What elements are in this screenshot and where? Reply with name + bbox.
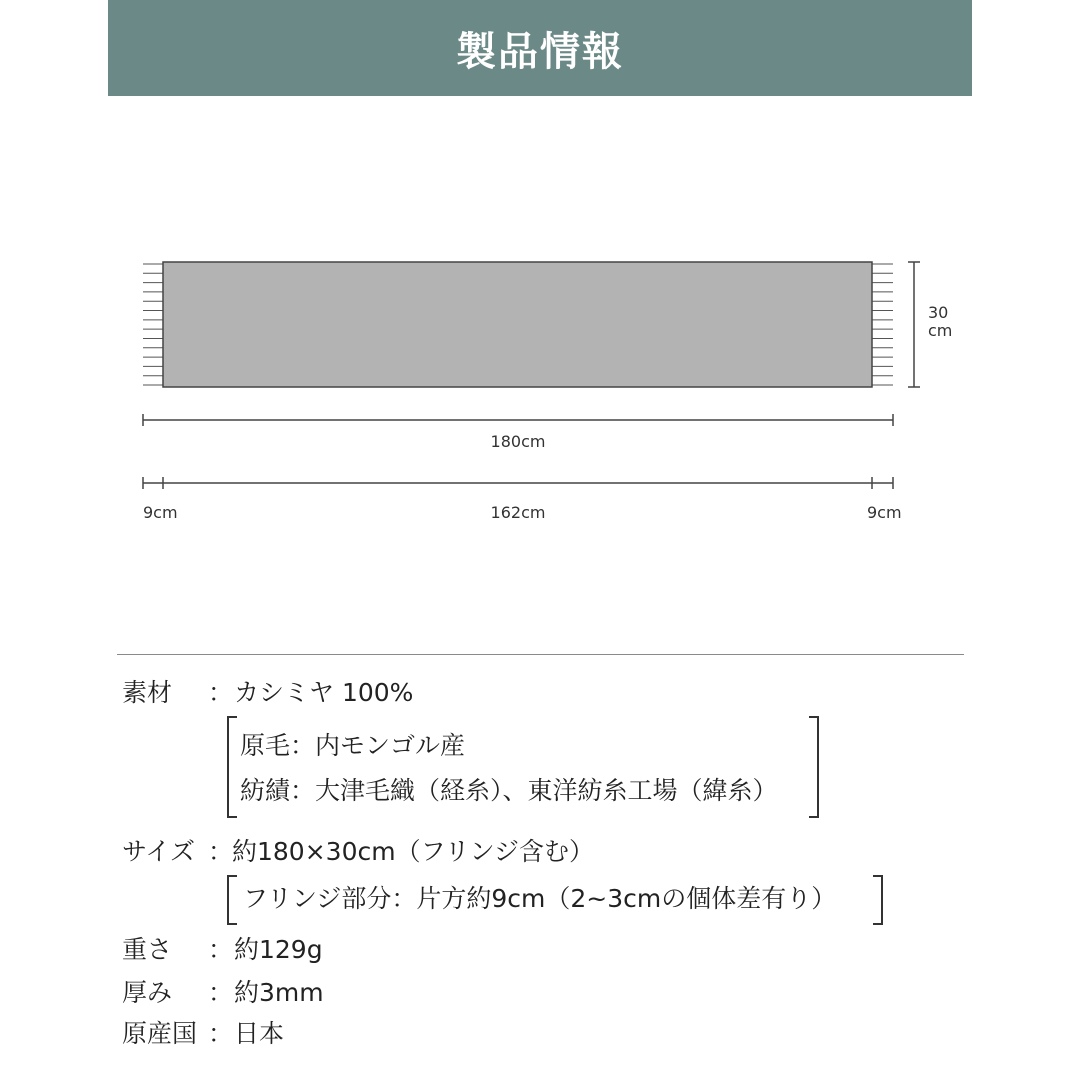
thickness-label: 厚み	[122, 978, 173, 1007]
weight-label: 重さ	[122, 935, 173, 964]
thickness-value: 約3mm	[234, 978, 324, 1007]
origin-colon: ：	[208, 1019, 234, 1048]
section-divider	[117, 654, 964, 655]
total-length-label: 180cm	[490, 432, 546, 451]
body-length-label: 162cm	[490, 503, 546, 522]
origin-value: 日本	[234, 1019, 285, 1048]
height-dimension-line	[908, 262, 920, 387]
height-label-unit: cm	[928, 321, 953, 340]
size-value: 約180×30cm（フリンジ含む）	[232, 837, 594, 866]
fringe-left-label: 9cm	[143, 503, 178, 522]
material-bracket-left	[227, 716, 237, 818]
size-label: サイズ	[122, 837, 196, 866]
weight-value: 約129g	[234, 935, 323, 964]
origin-label: 原産国	[122, 1019, 198, 1048]
fringe-right-label: 9cm	[867, 503, 902, 522]
fringe-left	[143, 264, 163, 385]
fringe-right	[872, 264, 893, 385]
material-label: 素材	[122, 678, 173, 707]
segment-dimension-line	[143, 477, 893, 489]
material-colon: ：	[208, 678, 234, 707]
material-bracket-right	[809, 716, 819, 818]
page-title: 製品情報	[456, 28, 624, 75]
size-colon: ：	[208, 837, 234, 866]
spinning-line: 紡績：大津毛織（経糸）、東洋紡糸工場（緯糸）	[240, 776, 778, 805]
weight-colon: ：	[208, 935, 234, 964]
total-length-dimension-line	[143, 414, 893, 426]
size-bracket-right	[873, 875, 883, 925]
height-label-number: 30	[928, 303, 949, 322]
material-value: カシミヤ 100%	[234, 678, 414, 707]
fringe-note-line: フリンジ部分：片方約9cm（2~3cmの個体差有り）	[243, 884, 837, 913]
scarf-body	[163, 262, 872, 387]
raw-wool-line: 原毛：内モンゴル産	[240, 731, 466, 760]
thickness-colon: ：	[208, 978, 234, 1007]
size-bracket-left	[227, 875, 237, 925]
